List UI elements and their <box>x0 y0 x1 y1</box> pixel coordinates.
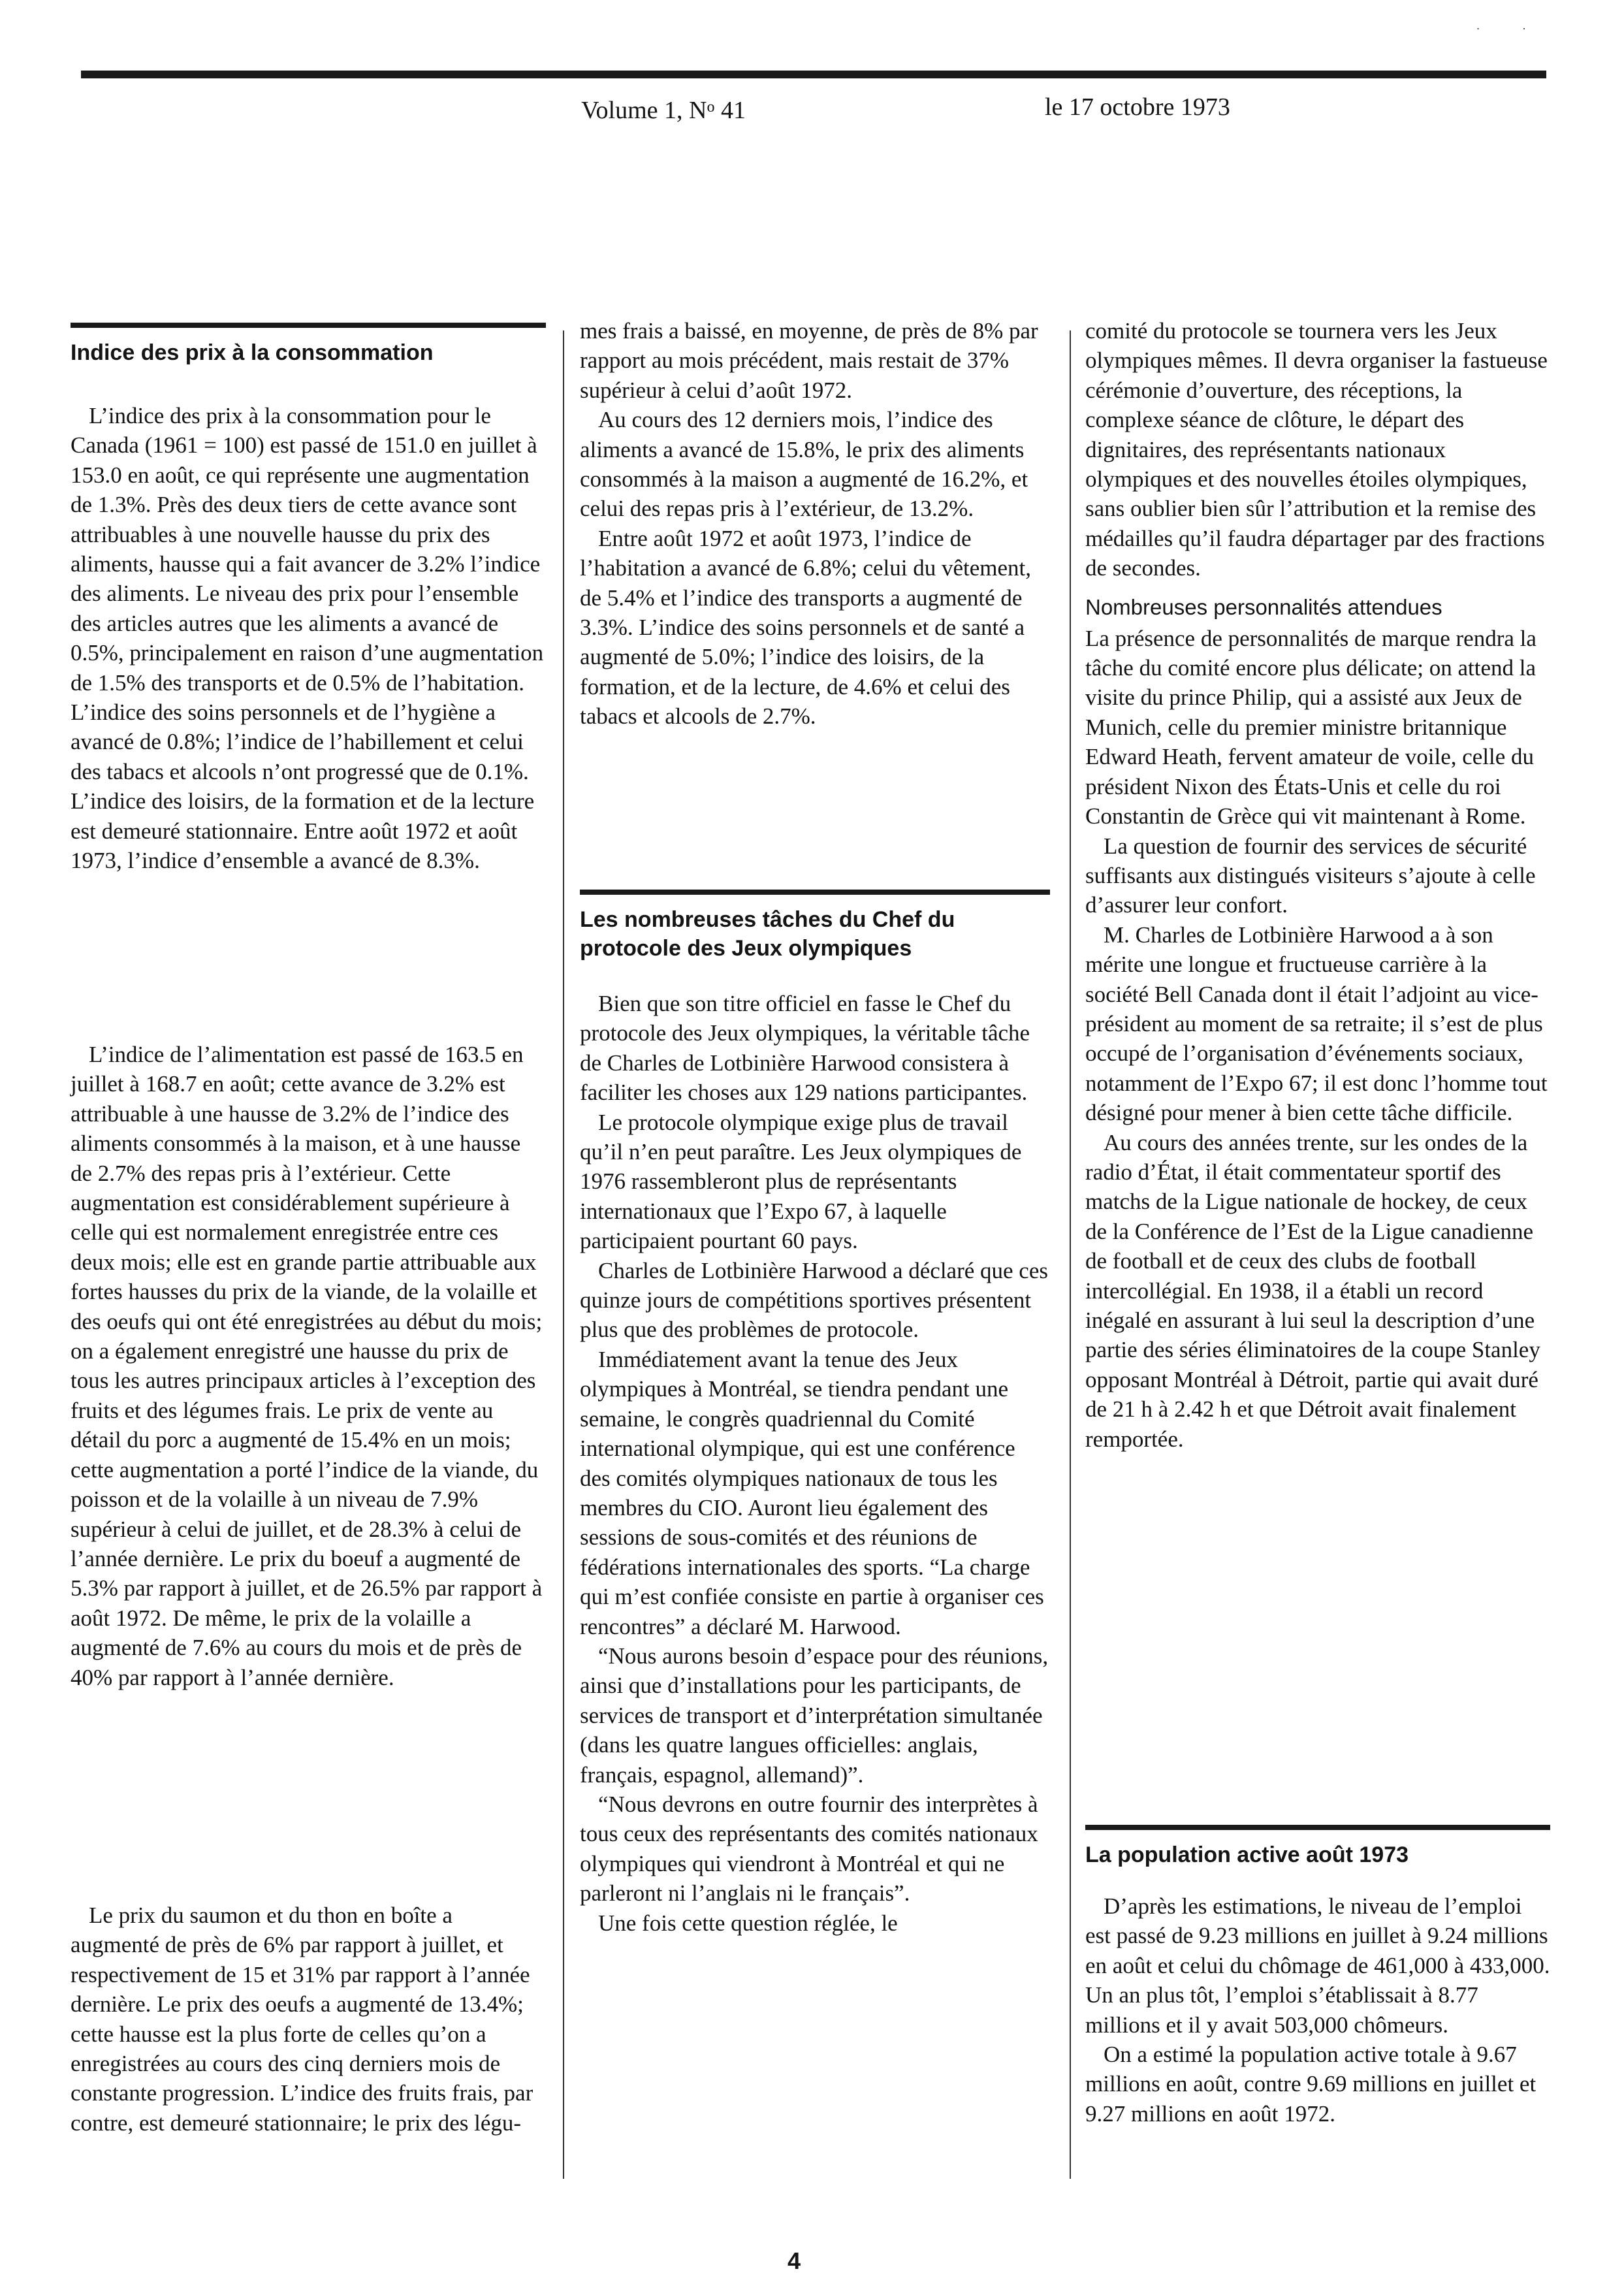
labour-paragraph-2: On a estimé la population active totale à 9.67 millions en août, contre 9.69 millions en juillet et 9.27 millions en août 1972. <box>1085 2042 1536 2127</box>
page-number: 4 <box>788 2247 801 2274</box>
personalities-paragraph-1: La présence de personnalités de marque rendra la tâche du comité encore plus délicate; on attend la visite du prince Philip, qui a assisté aux Jeux de Munich, celle du premier ministre britannique Edward Heath, fervent amateur de voile, celle du président Nixon des États-Unis et celle du roi Constantin de Grèce qui vit maintenant à Rome. <box>1085 625 1536 829</box>
personalities-paragraph-4: Au cours des années trente, sur les ondes de la radio d’État, il était commentateur sportif des matchs de la Ligue nationale de hockey, de ceux de la Conférence de l’Est de la Ligue canadienne de football et de ceux des clubs de football intercollégial. En 1938, il a établi un record inégalé en assurant à lui seul la description d’une partie des séries éliminatoires de la coupe Stanley opposant Montréal à Détroit, partie qui avait duré de 21 h à 2.42 h et que Détroit avait finalement remportée. <box>1085 1129 1540 1452</box>
issue-date: le 17 octobre 1973 <box>1045 93 1230 121</box>
column-divider-1 <box>563 330 564 2179</box>
cpi-paragraph-1: L’indice des prix à la consommation pour le Canada (1961 = 100) est passé de 151.0 en juillet à 153.0 en août, ce qui représente une augmentation de 1.3%. Près des deux tiers de cette avance sont attribuables à une nouvelle hausse du prix des aliments, hausse qui a fait avancer de 3.2% l’indice des aliments. Le niveau des prix pour l’ensemble des articles autres que les aliments a avancé de 0.5%, principalement en raison d’une augmentation de 1.5% des transports et de 0.5% de l’habitation. L’indice des soins personnels et de l’hygiène a avancé de 0.8%; l’indice de l’habillement et celui des tabacs et alcools n’ont progressé que de 0.1%. L’indice des loisirs, de la formation et de la lecture est demeuré stationnaire. Entre août 1972 et août 1973, l’indice d’ensemble a avancé de 8.3%. <box>71 403 544 874</box>
protocol-paragraph-1: Bien que son titre officiel en fasse le Chef du protocole des Jeux olympiques, la véritable tâche de Charles de Lotbinière Harwood consistera à faciliter les choses aux 129 nations participantes. <box>580 991 1030 1106</box>
personalities-paragraph-3: M. Charles de Lotbinière Harwood a à son mérite une longue et fructueuse carrière à la société Bell Canada dont il était l’adjoint au vice-président au moment de sa retraite; il s’est de plus occupé de l’organisation d’événements sociaux, notamment de l’Expo 67; il est donc l’homme tout désigné pour mener à bien cette tâche difficile. <box>1085 922 1548 1126</box>
protocol-paragraph-4: Immédiatement avant la tenue des Jeux olympiques à Montréal, se tiendra pendant une semaine, le congrès quadriennal du Comité international olympique, qui est une conférence des comités olympiques nationaux de tous les membres du CIO. Auront lieu également des sessions de sous-comités et des réunions de fédérations internationales des sports. “La charge qui m’est confiée consiste en partie à organiser ces rencontres” a déclaré M. Harwood. <box>580 1346 1044 1639</box>
protocol-continued-paragraph: comité du protocole se tournera vers les Jeux olympiques mêmes. Il devra organiser la fastueuse cérémonie d’ouverture, des réceptions, la complexe séance de clôture, le départ des dignitaires, des représentants nationaux olympiques et des nouvelles étoiles olympiques, sans oublier bien sûr l’attribution et la remise des médailles qu’il faudra départager par des fractions de secondes. <box>1085 318 1548 581</box>
column-2 <box>580 0 1050 2282</box>
protocol-continued <box>1085 316 1550 1454</box>
cpi-body-3 <box>71 1901 546 2138</box>
labour-body <box>1085 1891 1550 2129</box>
protocol-paragraph-6: “Nous devrons en outre fournir des interprètes à tous ceux des représentants des comités nationaux olympiques qui viendront à Montréal et qui ne parleront ni l’anglais ni le français”. <box>580 1791 1038 1906</box>
volume-label: Volume 1, N <box>581 97 707 124</box>
protocol-paragraph-7: Une fois cette question réglée, le <box>598 1910 898 1936</box>
cpi-continued <box>580 316 1050 731</box>
labour-title: La population active août 1973 <box>1085 1842 1409 1867</box>
cpi-body <box>71 401 546 876</box>
labour-paragraph-1: D’après les estimations, le niveau de l’emploi est passé de 9.23 millions en juillet à 9.24 millions en août et celui du chômage de 461,000 à 433,000. Un an plus tôt, l’emploi s’établissait à 8.77 millions et il y avait 503,000 chômeurs. <box>1085 1893 1550 2038</box>
cpi-article <box>71 323 546 367</box>
cpi-continued-paragraph-1: mes frais a baissé, en moyenne, de près de 8% par rapport au mois précédent, mais restait de 37% supérieur à celui d’août 1972. <box>580 318 1038 403</box>
cpi-title: Indice des prix à la consommation <box>71 340 434 365</box>
cpi-body-2 <box>71 1040 546 1692</box>
column-divider-2 <box>1070 330 1071 2179</box>
labour-article <box>1085 1825 1550 1869</box>
column-3 <box>1085 0 1550 2282</box>
column-1 <box>71 0 546 2282</box>
cpi-continued-paragraph-3: Entre août 1972 et août 1973, l’indice de l’habitation a avancé de 6.8%; celui du vêtement, de 5.4% et l’indice des transports a augmenté de 3.3%. L’indice des soins personnels et de santé a augmenté de 5.0%; l’indice des loisirs, de la formation, et de la lecture, de 4.6% et celui des tabacs et alcools de 2.7%. <box>580 525 1031 730</box>
cpi-continued-paragraph-2: Au cours des 12 derniers mois, l’indice des aliments a avancé de 15.8%, le prix des aliments consommés à la maison a augmenté de 16.2%, et celui des repas pris à l’extérieur, de 13.2%. <box>580 407 1028 522</box>
protocol-paragraph-2: Le protocole olympique exige plus de travail qu’il n’en peut paraître. Les Jeux olympiques de 1976 rassembleront plus de représentants internationaux que l’Expo 67, à laquelle participaient pourtant 60 pays. <box>580 1109 1022 1254</box>
volume-number: 41 <box>714 97 746 124</box>
protocol-body <box>580 989 1050 1938</box>
section-rule <box>580 890 1050 895</box>
personalities-subhead: Nombreuses personnalités attendues <box>1085 594 1442 619</box>
corner-marks: · · <box>1476 22 1546 35</box>
cpi-paragraph-2: L’indice de l’alimentation est passé de 163.5 en juillet à 168.7 en août; cette avance de 3.2% est attribuable à une hausse de 3.2% de l’indice des aliments consommés à la maison, et à une hausse de 2.7% des repas pris à l’extérieur. Cette augmentation est considérablement supérieure à celle qui est normalement enregistrée entre ces deux mois; elle est en grande partie attribuable aux fortes hausses du prix de la viande, de la volaille et des oeufs qui ont été enregistrées au début du mois; on a également enregistré une hausse du prix de tous les autres principaux articles à l’exception des fruits et des légumes frais. Le prix de vente au détail du porc a augmenté de 15.4% en un mois; cette augmentation a porté l’indice de la viande, du poisson et de la volaille à un niveau de 7.9% supérieur à celui de juillet, et de 28.3% à celui de l’année dernière. Le prix du boeuf a augmenté de 5.3% par rapport à juillet, et de 26.5% par rapport à août 1972. De même, le prix de la volaille a augmenté de 7.6% au cours du mois et de près de 40% par rapport à l’année dernière. <box>71 1042 543 1690</box>
protocol-article <box>580 890 1050 963</box>
section-rule <box>1085 1825 1550 1830</box>
volume-number-superscript: o <box>707 99 715 116</box>
protocol-title: Les nombreuses tâches du Chef du protocole des Jeux olympiques <box>580 907 955 961</box>
cpi-paragraph-3: Le prix du saumon et du thon en boîte a augmenté de près de 6% par rapport à juillet, et respectivement de 15 et 31% par rapport à l’année dernière. Le prix des oeufs a augmenté de 13.4%; cette hausse est la plus forte de celles qu’on a enregistrées au cours des cinq derniers mois de constante progression. L’indice des fruits frais, par contre, est demeuré stationnaire; le prix des légu- <box>71 1903 533 2136</box>
section-rule <box>71 323 546 328</box>
protocol-paragraph-3: Charles de Lotbinière Harwood a déclaré que ces quinze jours de compétitions sportives présentent plus que des problèmes de protocole. <box>580 1257 1048 1343</box>
protocol-paragraph-5: “Nous aurons besoin d’espace pour des réunions, ainsi que d’installations pour les participants, de services de transport et d’interprétation simultanée (dans les quatre langues officielles: anglais, français, espagnol, allemand)”. <box>580 1643 1049 1788</box>
personalities-paragraph-2: La question de fournir des services de sécurité suffisants aux distingués visiteurs s’ajoute à celle d’assurer leur confort. <box>1085 833 1536 918</box>
